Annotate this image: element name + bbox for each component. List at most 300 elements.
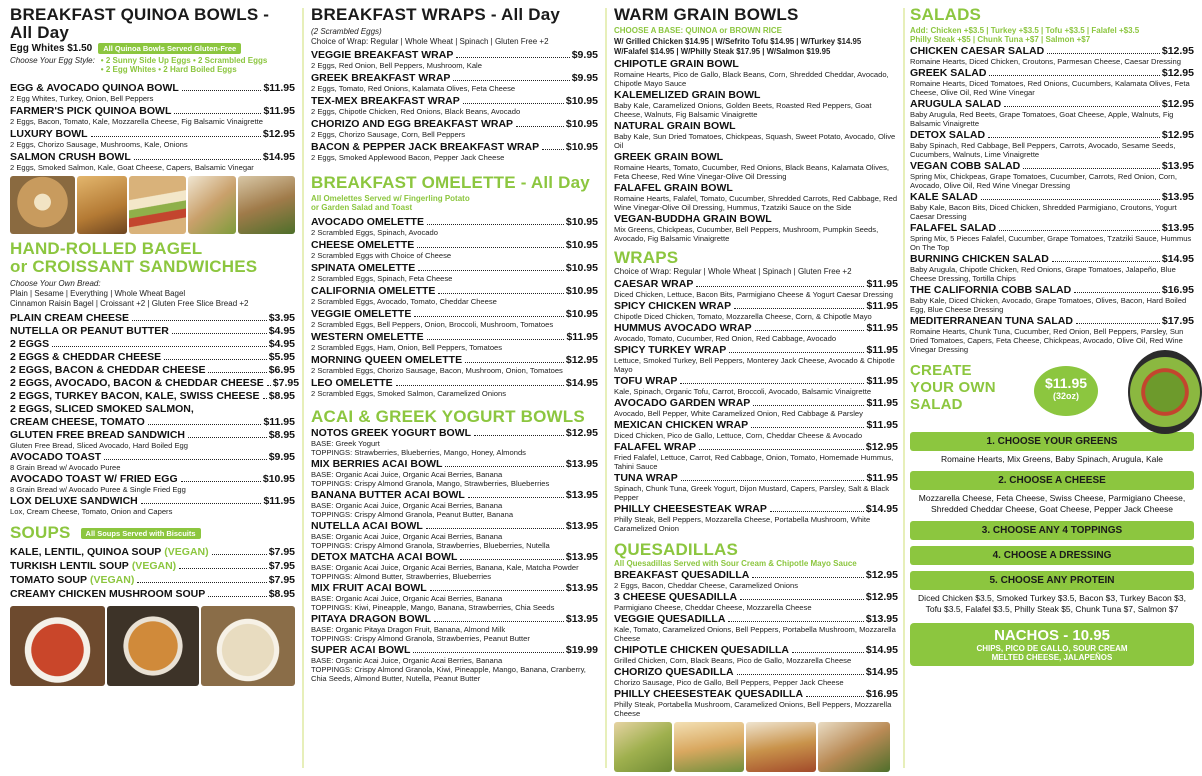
- menu-item-row: [614, 300, 898, 312]
- menu-item: [10, 128, 295, 149]
- quesadilla-photo-2: [674, 722, 744, 772]
- item-toppings: TOPPINGS: Strawberries, Blueberries, Mango, Honey, Almonds: [311, 448, 526, 457]
- menu-item: [10, 151, 295, 172]
- menu-item-row: [10, 151, 295, 163]
- menu-item: [614, 182, 898, 212]
- menu-item: [311, 331, 598, 352]
- item-price: $4.95: [268, 325, 295, 337]
- item-name: NOTOS GREEK YOGURT BOWL: [311, 427, 472, 439]
- create-salad-price: $11.95: [1044, 375, 1088, 391]
- item-name: GREEK SALAD: [910, 67, 987, 79]
- menu-item-row: [311, 239, 598, 251]
- item-description: 2 Egg Whites, Turkey, Onion, Bell Peppers: [10, 94, 154, 103]
- item-description: Gluten Free Bread, Sliced Avocado, Hard Boiled Egg: [10, 441, 188, 450]
- item-description: Romaine Hearts, Diced Chicken, Croutons, Parmesan Cheese, Caesar Dressing: [910, 57, 1181, 66]
- menu-item-row: [614, 344, 898, 356]
- bagel-photo: [10, 176, 75, 234]
- menu-item-row: [910, 284, 1194, 296]
- salad-step-options: Romaine Hearts, Mix Greens, Baby Spinach, Arugula, Kale: [940, 454, 1164, 464]
- column-divider: [302, 8, 304, 768]
- item-description: 2 Scrambled Eggs, Spinach, Feta Cheese: [311, 274, 453, 283]
- dot-leader: [792, 652, 864, 653]
- menu-item: [910, 191, 1194, 221]
- menu-item: [614, 644, 898, 665]
- menu-item: [311, 118, 598, 139]
- dot-leader: [134, 159, 261, 160]
- item-description: Diced Chicken, Lettuce, Bacon Bits, Parmigiano Cheese & Yogurt Caesar Dressing: [614, 290, 894, 299]
- menu-item: [614, 151, 898, 181]
- item-price: $13.95: [1161, 191, 1194, 203]
- menu-item: [910, 253, 1194, 283]
- item-price: $19.99: [565, 644, 598, 656]
- item-description: 2 Eggs, Bacon, Tomato, Kale, Mozzarella Cheese, Fig Balsamic Vinaigrette: [10, 117, 263, 126]
- menu-item: [311, 262, 598, 283]
- item-price: $10.95: [565, 285, 598, 297]
- menu-item: [10, 312, 295, 324]
- dot-leader: [267, 385, 271, 386]
- salad-step-label: 3. CHOOSE ANY 4 TOPPINGS: [910, 521, 1194, 540]
- item-price: $9.95: [571, 72, 598, 84]
- menu-item: [910, 315, 1194, 354]
- item-description: 2 Scrambled Eggs with Choice of Cheese: [311, 251, 452, 260]
- item-name: DETOX MATCHA ACAI BOWL: [311, 551, 458, 563]
- item-name: TEX-MEX BREAKFAST WRAP: [311, 95, 460, 107]
- item-name: NATURAL GRAIN BOWL: [614, 120, 736, 132]
- item-price: $11.95: [866, 375, 898, 387]
- bread-options: Plain | Sesame | Everything | Whole Wheat Bagel: [10, 289, 186, 298]
- menu-item-row: [311, 118, 598, 130]
- item-name: NUTELLA OR PEANUT BUTTER: [10, 325, 169, 337]
- dot-leader: [989, 75, 1159, 76]
- item-description: Chipotle Diced Chicken, Tomato, Mozzarella Cheese, Corn, & Chipotle Mayo: [614, 312, 872, 321]
- menu-item-row: [311, 427, 598, 439]
- item-name: GREEK GRAIN BOWL: [614, 151, 724, 163]
- dot-leader: [396, 385, 564, 386]
- dot-leader: [413, 652, 564, 653]
- dot-leader: [172, 333, 267, 334]
- dot-leader: [1023, 168, 1160, 169]
- menu-item-row: [311, 216, 598, 228]
- item-price: $11.95: [866, 472, 898, 484]
- dot-leader: [137, 582, 266, 583]
- item-toppings: TOPPINGS: Crispy Almond Granola, Mango, Strawberries, Blueberries: [311, 479, 550, 488]
- dot-leader: [430, 590, 564, 591]
- item-price: $11.95: [866, 344, 898, 356]
- dot-leader: [52, 346, 267, 347]
- dot-leader: [542, 149, 564, 150]
- menu-item: [614, 613, 898, 643]
- dot-leader: [104, 459, 267, 460]
- item-description: Lettuce, Smoked Turkey, Bell Peppers, Monterey Jack Cheese, Avocado & Chipotle Mayo: [614, 356, 895, 374]
- salads-add-ons-2: Philly Steak +$5 | Chunk Tuna +$7 | Salmon +$7: [910, 35, 1091, 44]
- vegan-tag: (VEGAN): [131, 560, 177, 572]
- menu-item-row: [10, 128, 295, 140]
- dot-leader: [988, 137, 1160, 138]
- item-toppings: TOPPINGS: Crispy Almond Granola, Peanut Butter, Banana: [311, 510, 514, 519]
- item-base: BASE: Organic Acai Juice, Organic Acai Berries, Banana: [311, 656, 503, 665]
- item-toppings: TOPPINGS: Crispy Almond Granola, Strawberries, Blueberries, Nutella: [311, 541, 550, 550]
- menu-item-row: [311, 551, 598, 563]
- salad-step-label: 4. CHOOSE A DRESSING: [910, 546, 1194, 565]
- item-price: $9.95: [268, 451, 295, 463]
- item-price: $13.95: [1161, 160, 1194, 172]
- dot-leader: [1047, 53, 1160, 54]
- menu-item: [311, 644, 598, 683]
- menu-item: [614, 120, 898, 150]
- menu-item-row: [311, 644, 598, 656]
- wrap-photo-strip: [614, 722, 898, 772]
- menu-item: [311, 551, 598, 581]
- item-price: $8.95: [268, 429, 295, 441]
- item-price: $3.95: [268, 312, 295, 324]
- menu-item-row: [311, 489, 598, 501]
- item-price: $7.95: [268, 574, 295, 586]
- menu-item-row: [614, 688, 898, 700]
- menu-item: [311, 95, 598, 116]
- dot-leader: [696, 286, 864, 287]
- item-base: BASE: Organic Acai Juice, Organic Acai Berries, Banana: [311, 501, 503, 510]
- item-price: $7.95: [272, 377, 300, 389]
- item-description: 2 Scrambled Eggs, Ham, Onion, Bell Peppers, Tomatoes: [311, 343, 503, 352]
- item-name: VEGAN-BUDDHA GRAIN BOWL: [614, 213, 772, 225]
- item-price: $12.95: [565, 354, 598, 366]
- item-name: TURKISH LENTIL SOUP: [10, 560, 129, 572]
- item-price: $13.95: [565, 551, 598, 563]
- lentil-soup-photo: [107, 606, 199, 686]
- breakfast-wraps-list: [311, 49, 598, 162]
- menu-item: [10, 351, 295, 363]
- item-name: MEXICAN CHICKEN WRAP: [614, 419, 749, 431]
- item-name: HUMMUS AVOCADO WRAP: [614, 322, 752, 334]
- menu-item: [910, 160, 1194, 190]
- item-description: 8 Grain Bread w/ Avocado Puree: [10, 463, 121, 472]
- item-description: Baby Kale, Bacon Bits, Diced Chicken, Shredded Parmigiano, Croutons, Yogurt Caesar Dressing: [910, 203, 1177, 221]
- omelette-section-title: BREAKFAST OMELETTE - All Day: [311, 173, 590, 192]
- nachos-title: NACHOS - 10.95: [994, 627, 1110, 644]
- wraps-items-list: [614, 278, 898, 533]
- salad-step-options: Diced Chicken $3.5, Smoked Turkey $3.5, Bacon $3, Turkey Bacon $3, Tofu $3.5, Falafel $3.5, Philly Steak $5, Chunk Tuna $7, Salmon $7: [918, 593, 1186, 614]
- item-description: Mix Greens, Chickpeas, Cucumber, Bell Peppers, Mushroom, Pumpkin Seeds, Avocado, Fig Balsamic Vinaigrette: [614, 225, 879, 243]
- item-price: $12.95: [1161, 98, 1194, 110]
- item-description: Parmigiano Cheese, Cheddar Cheese, Mozzarella Cheese: [614, 603, 812, 612]
- item-description: 2 Scrambled Eggs, Chorizo Sausage, Bacon, Mushroom, Onion, Tomatoes: [311, 366, 563, 375]
- gluten-free-badge: All Quinoa Bowls Served Gluten-Free: [98, 43, 241, 54]
- dot-leader: [453, 80, 569, 81]
- item-description: Diced Chicken, Pico de Gallo, Lettuce, Corn, Cheddar Cheese & Avocado: [614, 431, 863, 440]
- menu-item: [311, 489, 598, 519]
- wraps-section-title: WRAPS: [614, 248, 679, 267]
- item-name: LEO OMELETTE: [311, 377, 393, 389]
- wraps-breakfast-title: BREAKFAST WRAPS - All Day: [311, 5, 561, 24]
- salad-bowl-photo: [1128, 350, 1202, 434]
- item-price: $12.95: [865, 591, 898, 603]
- soup-items-list: [10, 546, 295, 600]
- item-price: $11.95: [866, 278, 898, 290]
- item-name: 2 EGGS, AVOCADO, BACON & CHEDDAR CHEESE: [10, 377, 264, 389]
- menu-item-row: [10, 416, 295, 428]
- dot-leader: [414, 316, 564, 317]
- menu-item-row: [311, 458, 598, 470]
- create-salad-title: CREATE: [910, 362, 972, 379]
- menu-item-row: [10, 351, 295, 363]
- item-name: FALAFEL GRAIN BOWL: [614, 182, 733, 194]
- quesadillas-items-list: [614, 569, 898, 718]
- dot-leader: [418, 270, 564, 271]
- menu-item-row: [614, 666, 898, 678]
- menu-item-row: [10, 390, 295, 402]
- menu-item: [910, 129, 1194, 159]
- menu-item: [614, 419, 898, 440]
- menu-item: [311, 285, 598, 306]
- menu-item-row: [10, 325, 295, 337]
- item-description: Baby Kale, Sun Dried Tomatoes, Chickpeas, Squash, Sweet Potato, Avocado, Olive Oil: [614, 132, 896, 150]
- menu-item-row: [311, 95, 598, 107]
- item-price: $13.95: [565, 582, 598, 594]
- item-price: $13.95: [565, 489, 598, 501]
- menu-item-row: [910, 160, 1194, 172]
- item-price: $11.95: [263, 82, 295, 94]
- item-name: 2 EGGS: [10, 338, 50, 350]
- item-name: PLAIN CREAM CHEESE: [10, 312, 130, 324]
- dot-leader: [734, 308, 864, 309]
- item-description: 2 Scrambled Eggs, Bell Peppers, Onion, Broccoli, Mushroom, Tomatoes: [311, 320, 554, 329]
- item-price: $14.95: [865, 666, 898, 678]
- item-price: $10.95: [565, 216, 598, 228]
- item-description: Baby Arugula, Chipotle Chicken, Red Onions, Grape Tomatoes, Jalapeño, Blue Cheese Dressing, Tortilla Chips: [910, 265, 1176, 283]
- item-price: $13.95: [1161, 222, 1194, 234]
- menu-item: [614, 688, 898, 718]
- wrap-photo-4: [818, 722, 890, 772]
- croissant-photo: [77, 176, 126, 234]
- menu-item-row: [614, 322, 898, 334]
- menu-item: [614, 503, 898, 533]
- item-name: LUXURY BOWL: [10, 128, 88, 140]
- item-description: 2 Eggs, Chipotle Chicken, Red Onions, Black Beans, Avocado: [311, 107, 521, 116]
- dot-leader: [456, 57, 569, 58]
- item-name: CREAM CHEESE, TOMATO: [10, 416, 145, 428]
- menu-column-2: [311, 6, 598, 772]
- item-price: $10.95: [565, 141, 598, 153]
- menu-item: [10, 377, 300, 389]
- menu-item: [311, 582, 598, 612]
- dot-leader: [728, 621, 863, 622]
- menu-item: [10, 429, 295, 450]
- menu-item: [10, 588, 295, 600]
- item-name: MORNING QUEEN OMELETTE: [311, 354, 463, 366]
- item-name: VEGGIE QUESADILLA: [614, 613, 726, 625]
- item-name: 3 CHEESE QUESADILLA: [614, 591, 738, 603]
- dot-leader: [164, 359, 267, 360]
- item-description: 2 Eggs, Red Onion, Bell Peppers, Mushroom, Kale: [311, 61, 482, 70]
- menu-item: [311, 458, 598, 488]
- item-name: BANANA BUTTER ACAI BOWL: [311, 489, 465, 501]
- bagel-section-title-2: or CROISSANT SANDWICHES: [10, 257, 258, 276]
- item-price: $13.95: [565, 613, 598, 625]
- item-description: 2 Eggs, Chorizo Sausage, Mushrooms, Kale, Onions: [10, 140, 188, 149]
- menu-item-row: [311, 520, 598, 532]
- item-name: THE CALIFORNIA COBB SALAD: [910, 284, 1072, 296]
- menu-item: [10, 82, 295, 103]
- menu-item: [10, 495, 295, 516]
- dot-leader: [148, 424, 262, 425]
- item-name: 2 EGGS & CHEDDAR CHEESE: [10, 351, 162, 363]
- item-price: $12.95: [1161, 45, 1194, 57]
- menu-item-row: [311, 285, 598, 297]
- menu-item: [311, 520, 598, 550]
- menu-item: [614, 213, 898, 243]
- item-description: Baby Arugula, Red Beets, Grape Tomatoes, Goat Cheese, Apple, Walnuts, Fig Balsamic Vinaigrette: [910, 110, 1174, 128]
- item-toppings: TOPPINGS: Crispy Almond Granola, Strawberries, Peanut Butter: [311, 634, 530, 643]
- menu-item: [910, 45, 1194, 66]
- item-name: 2 EGGS, TURKEY BACON, KALE, SWISS CHEESE: [10, 390, 260, 402]
- menu-item-row: [10, 377, 300, 389]
- item-name: LOX DELUXE SANDWICH: [10, 495, 138, 507]
- item-price: $8.95: [268, 390, 295, 402]
- item-name: MEDITERRANEAN TUNA SALAD: [910, 315, 1073, 327]
- menu-item: [10, 560, 295, 572]
- quesadillas-section-title: QUESADILLAS: [614, 540, 739, 559]
- dot-leader: [179, 568, 267, 569]
- wrap-photo: [188, 176, 235, 234]
- item-description: Baby Kale, Diced Chicken, Avocado, Grape Tomatoes, Olives, Bacon, Hard Boiled Egg, Blue Cheese Dressing: [910, 296, 1187, 314]
- quesadillas-sub: All Quesadillas Served with Sour Cream & Chipotle Mayo Sauce: [614, 559, 857, 568]
- create-salad-price-badge: [1034, 366, 1098, 416]
- item-price: $10.95: [565, 118, 598, 130]
- item-description: 2 Scrambled Eggs, Smoked Salmon, Caramelized Onions: [311, 389, 506, 398]
- sandwich-photo: [129, 176, 186, 234]
- dot-leader: [981, 199, 1160, 200]
- acai-items-list: [311, 427, 598, 683]
- salad-step-options: Mozzarella Cheese, Feta Cheese, Swiss Cheese, Parmigiano Cheese, Shredded Cheddar Cheese, Goat Cheese, Pepper Jack Cheese: [918, 493, 1186, 514]
- wraps-photo: [238, 176, 295, 234]
- menu-item-row: [10, 429, 295, 441]
- menu-item-row: [614, 569, 898, 581]
- menu-item: [614, 375, 898, 396]
- item-price: $5.95: [268, 351, 295, 363]
- menu-item-row: [311, 49, 598, 61]
- bagel-section-title: HAND-ROLLED BAGEL: [10, 239, 203, 258]
- menu-item-row: [311, 377, 598, 389]
- item-name: CAESAR WRAP: [614, 278, 694, 290]
- dot-leader: [999, 230, 1160, 231]
- item-price: $11.95: [866, 300, 898, 312]
- nachos-desc-2: MELTED CHEESE, JALAPEÑOS: [991, 653, 1113, 662]
- wraps-choice: Choice of Wrap: Regular | Whole Wheat | Spinach | Gluten Free +2: [614, 267, 852, 276]
- menu-item: [910, 284, 1194, 314]
- dot-leader: [1052, 261, 1160, 262]
- menu-item: [614, 472, 898, 502]
- menu-item-row: [311, 331, 598, 343]
- item-name: CALIFORNIA OMELETTE: [311, 285, 436, 297]
- soup-photo-strip: [10, 606, 295, 686]
- menu-item: [10, 364, 295, 376]
- column-divider: [605, 8, 607, 768]
- salad-step-label: 5. CHOOSE ANY PROTEIN: [910, 571, 1194, 590]
- item-price: $7.95: [268, 546, 295, 558]
- menu-item: [10, 574, 295, 586]
- dot-leader: [463, 103, 564, 104]
- item-name: AVOCADO TOAST: [10, 451, 102, 463]
- item-price: $10.95: [262, 473, 295, 485]
- item-toppings: TOPPINGS: Crispy Almond Granola, Kiwi, Pineapple, Mango, Banana, Cranberry, Chia Seeds, Almond Butter, Nutella, Peanut Butter: [311, 665, 586, 683]
- menu-item-row: [10, 588, 295, 600]
- menu-item-row: [910, 67, 1194, 79]
- salads-items-list: [910, 45, 1194, 354]
- menu-item-row: [910, 45, 1194, 57]
- menu-item: [614, 58, 898, 88]
- menu-item-row: [311, 354, 598, 366]
- menu-item-row: [311, 308, 598, 320]
- bread-choose-label: Choose Your Own Bread:: [10, 279, 101, 288]
- create-salad-title-3: SALAD: [910, 396, 963, 413]
- item-price: $11.95: [263, 105, 295, 117]
- item-name: TOFU WRAP: [614, 375, 678, 387]
- item-description: Romaine Hearts, Falafel, Tomato, Cucumber, Shredded Carrots, Red Cabbage, Red Wine Vinegar-Olive Oil Dressing, Hummus, Tzatziki Sauce on the Side: [614, 194, 898, 212]
- item-price: $14.95: [865, 644, 898, 656]
- item-price: $14.95: [565, 377, 598, 389]
- omelette-sub-2: or Garden Salad and Toast: [311, 203, 413, 212]
- dot-leader: [427, 339, 565, 340]
- item-price: $14.95: [865, 503, 898, 515]
- egg-style-label: Choose Your Egg Style:: [10, 56, 95, 65]
- quesadilla-photo: [614, 722, 672, 772]
- menu-item: [614, 278, 898, 299]
- menu-item: [311, 427, 598, 457]
- menu-item: [311, 141, 598, 162]
- menu-item-row: [10, 82, 295, 94]
- menu-item: [910, 98, 1194, 128]
- dot-leader: [426, 528, 564, 529]
- item-price: $11.95: [263, 495, 295, 507]
- menu-item-row: [10, 473, 295, 485]
- item-base: BASE: Organic Acai Juice, Organic Acai Berries, Banana: [311, 470, 503, 479]
- menu-item: [910, 222, 1194, 252]
- menu-item: [10, 546, 295, 558]
- item-price: $14.95: [1161, 253, 1194, 265]
- item-price: $12.95: [865, 441, 898, 453]
- item-price: $11.95: [263, 416, 295, 428]
- item-price: $11.95: [866, 397, 898, 409]
- item-price: $12.95: [565, 427, 598, 439]
- dot-leader: [212, 554, 267, 555]
- dot-leader: [132, 320, 267, 321]
- dot-leader: [208, 596, 266, 597]
- menu-item: [10, 338, 295, 350]
- dot-leader: [91, 136, 261, 137]
- menu-item: [614, 89, 898, 119]
- item-price: $10.95: [565, 95, 598, 107]
- dot-leader: [182, 90, 262, 91]
- menu-item-row: [614, 58, 898, 70]
- create-salad-steps: [910, 432, 1194, 615]
- item-description: 2 Eggs, Smoked Applewood Bacon, Pepper Jack Cheese: [311, 153, 505, 162]
- dot-leader: [188, 437, 267, 438]
- item-description: 2 Eggs, Bacon, Cheddar Cheese, Caramelized Onions: [614, 581, 799, 590]
- menu-item: [311, 613, 598, 643]
- item-name: AVOCADO OMELETTE: [311, 216, 424, 228]
- vegan-tag: (VEGAN): [164, 546, 209, 558]
- dot-leader: [434, 621, 564, 622]
- menu-item-row: [614, 441, 898, 453]
- item-description: Spinach, Chunk Tuna, Greek Yogurt, Dijon Mustard, Capers, Parsley, Salt & Black Pepper: [614, 484, 890, 502]
- menu-item-row: [910, 315, 1194, 327]
- item-toppings: TOPPINGS: Kiwi, Pineapple, Mango, Banana, Strawberries, Chia Seeds: [311, 603, 555, 612]
- menu-item: [311, 49, 598, 70]
- menu-item-row: [10, 403, 295, 415]
- item-description: Baby Spinach, Red Cabbage, Bell Peppers, Carrots, Avocado, Sesame Seeds, Cucumbers, Walnuts, Lime Vinaigrette: [910, 141, 1176, 159]
- egg-style-options: • 2 Sunny Side Up Eggs • 2 Scrambled Eggs: [100, 56, 268, 65]
- item-price: $12.95: [1161, 67, 1194, 79]
